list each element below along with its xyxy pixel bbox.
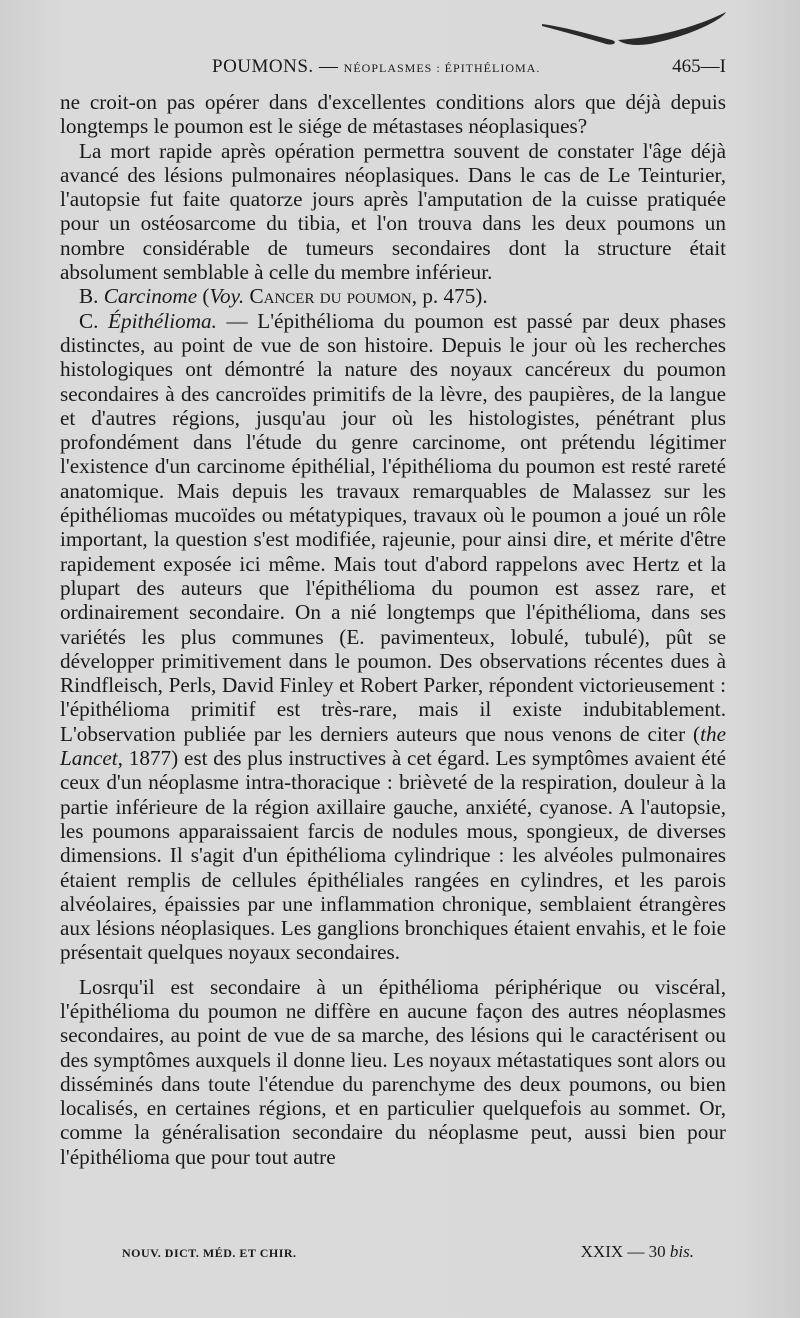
journal-citation: the Lancet [60,721,726,771]
section-letter-b: B. [79,284,99,309]
paragraph-4-epithelioma [60,309,726,965]
paragraph-4-text-b: , 1877) est des plus instructives à cet égard. Les symptômes avaient été ceux d'un néoplasme intra-thoracique : brièveté de la respiration, douleur à la partie inférieure de la région axillaire gauche, anxiété, cyanose. A l'autopsie, les poumons apparaissaient farcis de nodules mous, spongieux, de diverses dimensions. Il s'agit d'un épithélioma cylindrique : les alvéoles pulmonaires étaient remplis de cellules épithéliales rangées en cylindres, et les parois alvéolaires, épaissies par une inflammation chronique, semblaient étrangères aux lésions néoplasiques. Les ganglions bronchiques étaient envahis, et le foie présentait quelques noyaux secondaires. [60,746,726,965]
section-letter-c: C. [79,308,99,333]
header-title-dash: — [318,56,339,77]
page-number: 465—I [672,56,726,77]
paragraph-1: ne croit-on pas opérer dans d'excellentes conditions alors que déjà depuis longtemps le poumon est le siége de métastases néoplasiques? [60,90,726,139]
ink-stroke-mark [540,6,730,48]
header-title-main: POUMONS. [212,56,314,77]
paragraph-3-carcinome [60,284,726,308]
footer-publication: NOUV. DICT. MÉD. ET CHIR. [122,1246,297,1260]
section-term-carcinome: Carcinome [103,284,198,309]
paragraph-4-text-a: — L'épithélioma du poumon est passé par deux phases distinctes, au point de vue de son histoire. Depuis le jour où les recherches histologiques ont démontré la nature des noyaux cancéreux du poumon secondaires à des cancroïdes primitifs de la lèvre, des paupières, de la langue et d'autres régions, jusqu'au jour où les histologistes, pénétrant plus profondément dans l'étude du genre carcinome, ont prétendu légitimer l'existence d'un carcinome épithélial, l'épithélioma du poumon est resté rareté anatomique. Mais depuis les travaux remarquables de Malassez sur les épithéliomas mucoïdes ou métatypiques, travaux où le poumon a joué un rôle important, la question s'est modifiée, rajeunie, pour ainsi dire, et mérite d'être rapidement exposée ici même. Mais tout d'abord rappelons avec Hertz et la plupart des auteurs que l'épithélioma du poumon est assez rare, et ordinairement secondaire. On a nié longtemps que l'épithélioma, dans ses variétés les plus communes (E. pavimenteux, lobulé, tubulé), pût se développer primitivement dans le poumon. Des observations récentes dues à Rindfleisch, Perls, David Finley et Robert Parker, répondent victorieusement : l'épithélioma primitif est très-rare, mais il existe indubitablement. L'observation publiée par les derniers auteurs que nous venons de citer ( [60,308,726,746]
footer-signature-italic: bis. [669,1242,694,1261]
ref-cancer-du-poumon: Cancer du poumon [249,284,412,309]
paragraph-2: La mort rapide après opération permettra souvent de constater l'âge déjà avancé des lésions pulmonaires néoplasiques. Dans le cas de Le Teinturier, l'autopsie fut faite quatorze jours après l'amputation de la cuisse pratiquée pour un ostéosarcome du tibia, et l'on trouva dans les deux poumons un nombre considérable de tumeurs secondaires dont la structure était absolument semblable à celle du membre inférieur. [60,138,726,285]
ref-open-paren: ( [202,284,210,309]
footer-signature [581,1242,694,1262]
ref-page: , p. 475). [411,284,488,309]
header-title [212,56,540,78]
footer-signature-roman: XXIX — 30 [580,1242,666,1261]
ref-voy: Voy. [209,284,245,309]
body-text [60,90,726,1169]
running-header [60,56,726,82]
paragraph-5: Losrqu'il est secondaire à un épithélioma périphérique ou viscéral, l'épithélioma du poumon ne diffère en aucune façon des autres néoplasmes secondaires, au point de vue de sa marche, des lésions qui le caractérisent ou des symptômes auxquels il donne lieu. Les noyaux métastatiques sont alors ou disséminés dans toute l'étendue du parenchyme des deux poumons, ou bien localisés, en certaines régions, et en particulier quelquefois au sommet. Or, comme la généralisation secondaire du néoplasme peut, aussi bien pour l'épithélioma que pour tout autre [60,974,726,1169]
section-term-epithelioma: Épithélioma. [108,308,217,333]
header-title-sub: NÉOPLASMES : ÉPITHÉLIOMA. [343,61,541,75]
page-footer [122,1242,694,1264]
